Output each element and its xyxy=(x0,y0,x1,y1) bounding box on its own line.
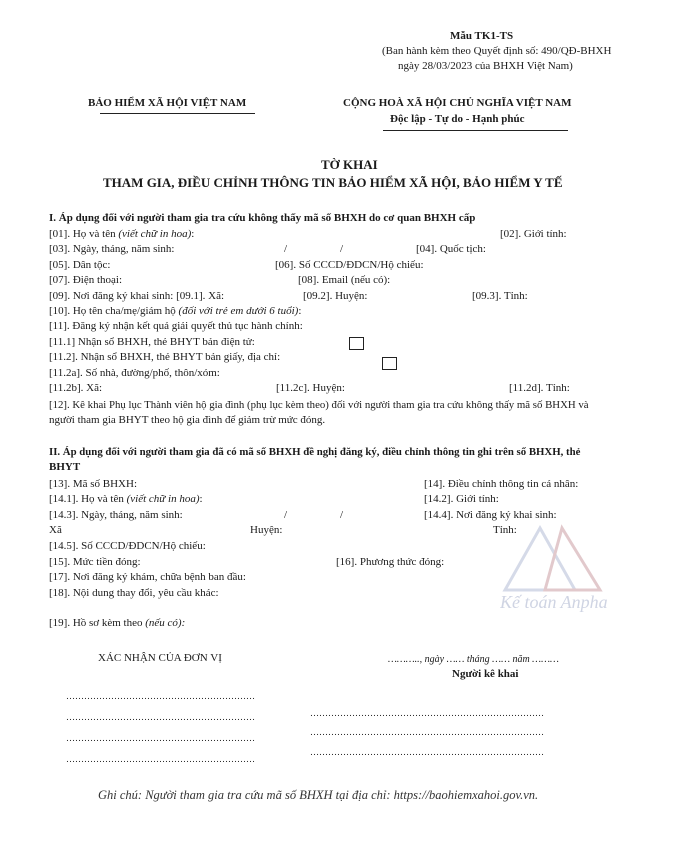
section2-heading-2: BHYT xyxy=(49,461,81,473)
dots-left-4: ……………………………………………………… xyxy=(66,754,255,764)
field-11-2: [11.2]. Nhận sổ BHXH, thẻ BHYT bản giấy, địa chỉ: xyxy=(49,351,281,363)
field-11-1: [11.1] Nhận sổ BHXH, thẻ BHYT bản điện tử: xyxy=(49,336,255,348)
field-09-2: [09.2]. Huyện: xyxy=(303,290,368,302)
footer-note: Ghi chú: Người tham gia tra cứu mã số BHXH tại địa chỉ: https://baohiemxahoi.gov.vn. xyxy=(98,788,539,802)
field-14-3-sep2: / xyxy=(340,509,344,521)
field-11-2a: [11.2a]. Số nhà, đường/phố, thôn/xóm: xyxy=(49,367,220,379)
field-01-note: (viết chữ in hoa) xyxy=(118,228,192,240)
field-11-2c: [11.2c]. Huyện: xyxy=(276,382,345,394)
label-tinh: Tỉnh: xyxy=(493,524,517,536)
field-19-label: [19]. Hồ sơ kèm theo xyxy=(49,617,143,629)
field-14-5: [14.5]. Số CCCD/ĐDCN/Hộ chiếu: xyxy=(49,540,206,552)
field-18: [18]. Nội dung thay đổi, yêu cầu khác: xyxy=(49,587,219,599)
field-10-label: [10]. Họ tên cha/mẹ/giám hộ xyxy=(49,305,176,317)
field-16: [16]. Phương thức đóng: xyxy=(336,556,445,568)
field-17: [17]. Nơi đăng ký khám, chữa bệnh ban đầu: xyxy=(49,571,246,583)
dots-right-3: …………………………………………………………………… xyxy=(310,747,544,757)
field-01-label: [01]. Họ và tên xyxy=(49,228,116,240)
unit-confirm: XÁC NHẬN CỦA ĐƠN VỊ xyxy=(98,652,222,664)
field-09: [09]. Nơi đăng ký khai sinh: [09.1]. Xã: xyxy=(49,290,225,302)
field-14-1-note: (viết chữ in hoa) xyxy=(126,493,200,505)
field-10: [10]. Họ tên cha/mẹ/giám hộ (đối với trẻ em dưới 6 tuổi): xyxy=(49,305,302,317)
issued-date: ngày 28/03/2023 của BHXH Việt Nam) xyxy=(398,60,573,72)
nation-name: CỘNG HOÀ XÃ HỘI CHỦ NGHĨA VIỆT NAM xyxy=(343,97,572,109)
dots-left-3: ……………………………………………………… xyxy=(66,733,255,743)
field-03-sep1: / xyxy=(284,243,288,255)
field-13: [13]. Mã số BHXH: xyxy=(49,478,137,490)
field-14-3-sep1: / xyxy=(284,509,288,521)
field-19 xyxy=(49,617,185,630)
field-10-note: (đối với trẻ em dưới 6 tuổi) xyxy=(178,305,299,317)
field-02: [02]. Giới tính: xyxy=(500,228,567,240)
field-12-line1: [12]. Kê khai Phụ lục Thành viên hộ gia đình (phụ lục kèm theo) đối với người tham gia tra cứu không thấy mã số BHXH và xyxy=(49,399,589,411)
field-14-4: [14.4]. Nơi đăng ký khai sinh: xyxy=(424,509,557,521)
agency-underline xyxy=(100,113,255,114)
form-code: Mẫu TK1-TS xyxy=(450,30,514,42)
checkbox-electronic[interactable] xyxy=(349,337,364,350)
dots-right-1: …………………………………………………………………… xyxy=(310,708,544,718)
field-06: [06]. Số CCCD/ĐDCN/Hộ chiếu: xyxy=(275,259,424,271)
field-14-1: [14.1]. Họ và tên (viết chữ in hoa): xyxy=(49,493,203,505)
section2-heading-1: II. Áp dụng đối với người tham gia đã có mã số BHXH đề nghị đăng ký, điều chỉnh thông tin ghi trên sổ BHXH, thẻ xyxy=(49,446,581,458)
field-14-2: [14.2]. Giới tính: xyxy=(424,493,499,505)
field-14-3: [14.3]. Ngày, tháng, năm sinh: xyxy=(49,509,183,521)
field-14-1-label: [14.1]. Họ và tên xyxy=(49,493,124,505)
field-19-note: (nếu có): xyxy=(145,617,186,629)
field-03-sep2: / xyxy=(340,243,344,255)
dots-right-2: …………………………………………………………………… xyxy=(310,727,544,737)
field-07: [07]. Điện thoại: xyxy=(49,274,123,286)
issued-by: (Ban hành kèm theo Quyết định số: 490/QĐ-BHXH xyxy=(382,45,612,57)
dots-left-2: ……………………………………………………… xyxy=(66,712,255,722)
dots-left-1: ……………………………………………………… xyxy=(66,691,255,701)
agency-name: BẢO HIỂM XÃ HỘI VIỆT NAM xyxy=(88,97,247,109)
title-sub: THAM GIA, ĐIỀU CHỈNH THÔNG TIN BẢO HIỂM XÃ HỘI, BẢO HIỂM Y TẾ xyxy=(103,175,563,190)
field-12-line2: người tham gia BHYT theo hộ gia đình để giảm trừ mức đóng. xyxy=(49,414,326,426)
label-xa: Xã xyxy=(49,524,62,536)
field-11-2d: [11.2d]. Tỉnh: xyxy=(509,382,570,394)
nation-motto: Độc lập - Tự do - Hạnh phúc xyxy=(390,113,525,125)
checkbox-paper[interactable] xyxy=(382,357,397,370)
field-03: [03]. Ngày, tháng, năm sinh: xyxy=(49,243,175,255)
field-08: [08]. Email (nếu có): xyxy=(298,274,391,286)
field-11: [11]. Đăng ký nhận kết quả giải quyết thủ tục hành chính: xyxy=(49,320,303,332)
field-05: [05]. Dân tộc: xyxy=(49,259,111,271)
title-main: TỜ KHAI xyxy=(321,157,378,172)
field-04: [04]. Quốc tịch: xyxy=(416,243,486,255)
watermark-logo xyxy=(500,520,630,615)
section1-heading: I. Áp dụng đối với người tham gia tra cứu không thấy mã số BHXH do cơ quan BHXH cấp xyxy=(49,212,476,224)
field-15: [15]. Mức tiền đóng: xyxy=(49,556,141,568)
field-09-3: [09.3]. Tỉnh: xyxy=(472,290,528,302)
field-01: [01]. Họ và tên (viết chữ in hoa): xyxy=(49,228,195,240)
field-11-2b: [11.2b]. Xã: xyxy=(49,382,103,394)
watermark-text: Kế toán Anpha xyxy=(500,592,608,612)
label-huyen: Huyện: xyxy=(250,524,283,536)
motto-underline xyxy=(383,130,568,131)
declarant: Người kê khai xyxy=(452,668,519,680)
date-line: ……….., ngày …… tháng …… năm ……… xyxy=(388,654,559,665)
field-14: [14]. Điều chỉnh thông tin cá nhân: xyxy=(424,478,579,490)
